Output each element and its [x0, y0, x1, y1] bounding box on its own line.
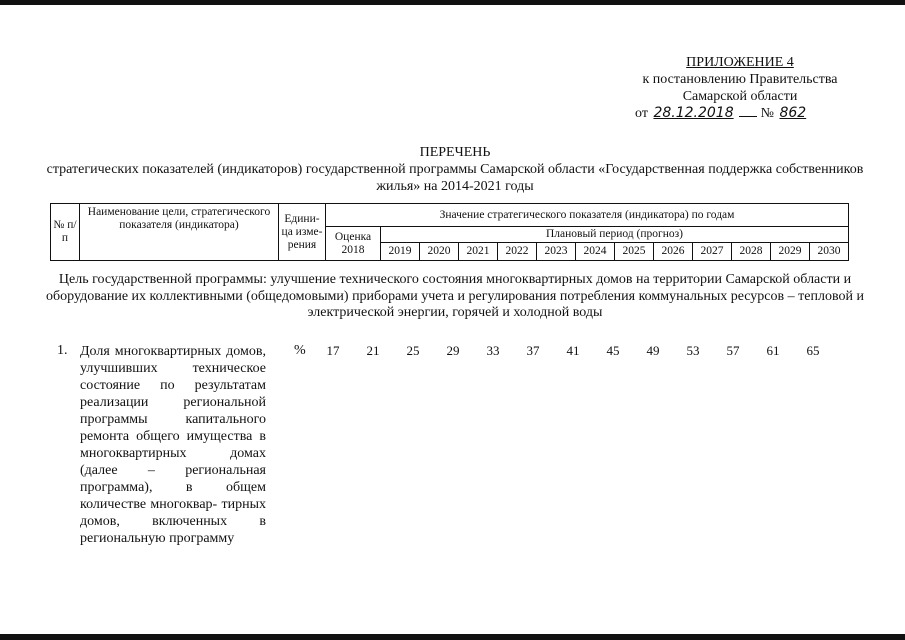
- header-number: № п/п: [51, 204, 80, 261]
- header-values: Значение стратегического показателя (индикатора) по годам: [326, 204, 849, 227]
- appendix-block: [620, 54, 860, 122]
- heading-title: ПЕРЕЧЕНЬ: [419, 145, 491, 160]
- program-goal: Цель государственной программы: улучшение технического состояния многоквартирных домов на территории Самарской области и оборудование их коллективными (общедомовыми) приборами учета и регулирования потребления коммунальных ресурсов – тепловой и электрической энергии, горячей и холодной воды: [46, 272, 864, 320]
- document-heading: [40, 144, 870, 195]
- header-year-2019: 2019: [381, 243, 420, 261]
- row1-indicator-name: Доля многоквартирных домов, улучшивших техническое состояние по результатам реализации региональной программы капитального ремонта общего имущества в многоквартирных домах (далее – региональная программа), в общем количестве многоквар- тирных домов, включенных в региональную программу: [80, 344, 266, 546]
- header-year-2029: 2029: [771, 243, 810, 261]
- row1-value: 49: [646, 343, 660, 358]
- row1-value: 17: [326, 343, 340, 358]
- row1-value: 45: [606, 343, 620, 358]
- indicator-table-header: [50, 203, 849, 261]
- header-name: Наименование цели, стратегического показателя (индикатора): [80, 204, 279, 261]
- row1-number: 1.: [57, 343, 68, 358]
- header-plan: Плановый период (прогноз): [381, 227, 849, 243]
- appendix-title: ПРИЛОЖЕНИЕ 4: [686, 55, 794, 70]
- header-year-2021: 2021: [459, 243, 498, 261]
- heading-subtitle: стратегических показателей (индикаторов) государственной программы Самарской области «Государственная поддержка собственников жилья» на 2014-2021 годы: [46, 162, 864, 194]
- appendix-line2: Самарской области: [682, 89, 798, 104]
- date-prefix: от: [635, 106, 648, 121]
- header-year-2025: 2025: [615, 243, 654, 261]
- row1-value: 65: [806, 343, 820, 358]
- header-unit: Едини- ца изме- рения: [279, 204, 326, 261]
- row1-value: 25: [406, 343, 420, 358]
- row1-unit: %: [294, 343, 306, 358]
- handwritten-date: 28.12.2018: [653, 105, 734, 121]
- appendix-signature-line: [635, 105, 860, 122]
- header-year-2028: 2028: [732, 243, 771, 261]
- row1-value: 29: [446, 343, 460, 358]
- row1-value: 61: [766, 343, 780, 358]
- header-year-2023: 2023: [537, 243, 576, 261]
- header-year-2022: 2022: [498, 243, 537, 261]
- row1-value: 33: [486, 343, 500, 358]
- number-prefix: №: [760, 106, 774, 121]
- row1-value: 37: [526, 343, 540, 358]
- row1-value: 57: [726, 343, 740, 358]
- header-year-2024: 2024: [576, 243, 615, 261]
- header-year-2027: 2027: [693, 243, 732, 261]
- header-year-2030: 2030: [810, 243, 849, 261]
- appendix-line1: к постановлению Правительства: [642, 72, 838, 87]
- scan-border-bottom: [0, 634, 905, 640]
- row1-value: 21: [366, 343, 380, 358]
- header-estimate: Оценка 2018: [326, 227, 381, 261]
- handwritten-number: 862: [779, 105, 807, 121]
- scan-border-top: [0, 0, 905, 5]
- header-year-2020: 2020: [420, 243, 459, 261]
- row1-value: 53: [686, 343, 700, 358]
- header-year-2026: 2026: [654, 243, 693, 261]
- row1-value: 41: [566, 343, 580, 358]
